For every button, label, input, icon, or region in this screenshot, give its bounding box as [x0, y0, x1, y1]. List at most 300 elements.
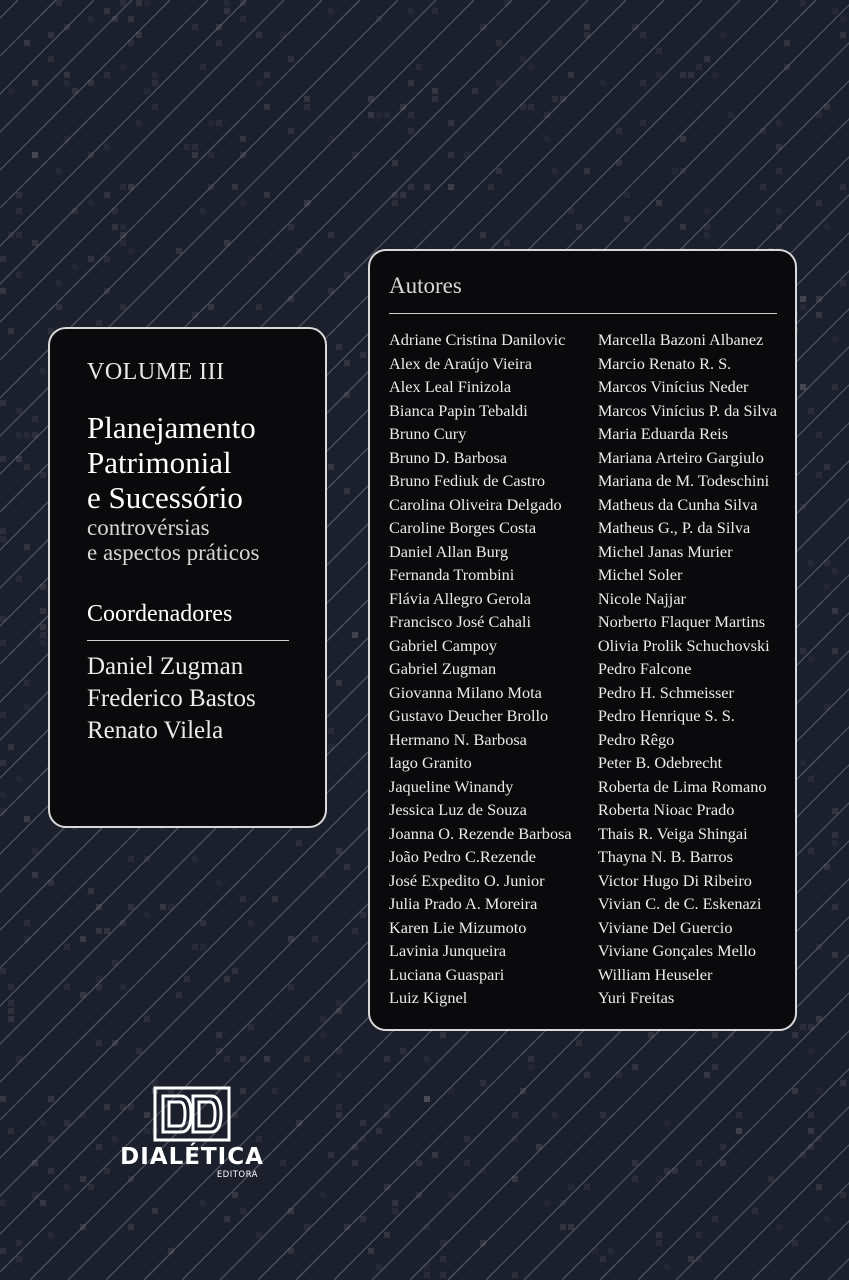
bg-square [488, 184, 494, 190]
bg-square [200, 920, 206, 926]
bg-square [192, 144, 198, 150]
bg-square [448, 152, 454, 158]
bg-square [152, 72, 158, 78]
bg-square [56, 168, 62, 174]
bg-square [720, 32, 726, 38]
authors-column-right [598, 328, 777, 1010]
bg-square [424, 1272, 430, 1278]
author-name: Marcella Bazoni Albanez [597, 330, 764, 349]
bg-square [120, 984, 126, 990]
bg-square [304, 96, 310, 102]
bg-square [48, 1096, 54, 1102]
bg-square [64, 1184, 70, 1190]
bg-square [656, 1232, 662, 1238]
bg-square [800, 384, 806, 390]
author-name: Thais R. Veiga Shingai [597, 823, 748, 843]
title-line: e Sucessório [87, 480, 243, 515]
bg-square [64, 984, 70, 990]
bg-square [0, 400, 6, 406]
bg-square [736, 1112, 742, 1118]
bg-square [384, 1056, 390, 1062]
bg-square [832, 336, 838, 342]
bg-square [224, 8, 230, 14]
bg-square [320, 1032, 326, 1038]
bg-square [320, 1016, 326, 1022]
bg-square [480, 232, 486, 238]
bg-square [376, 112, 382, 118]
bg-square [8, 1016, 14, 1022]
bg-square [584, 24, 590, 30]
bg-square [784, 40, 790, 46]
bg-square [568, 1184, 574, 1190]
bg-square [528, 64, 534, 70]
author-name: Karen Lie Mizumoto [389, 917, 527, 937]
bg-square [512, 1112, 518, 1118]
bg-square [120, 304, 126, 310]
bg-square [616, 128, 622, 134]
book-subtitle [87, 515, 295, 565]
bg-square [552, 96, 558, 102]
title-card [48, 327, 327, 828]
author-name: Daniel Allan Burg [389, 541, 509, 561]
bg-square [80, 936, 86, 942]
bg-square [360, 1120, 366, 1126]
bg-square [656, 1240, 662, 1246]
bg-square [368, 112, 374, 118]
bg-square [696, 64, 702, 70]
bg-square [120, 184, 126, 190]
author-name: Roberta de Lima Romano [597, 776, 767, 796]
bg-square [384, 1232, 390, 1238]
coordinators-list [87, 651, 295, 747]
bg-square [232, 968, 238, 974]
bg-square [432, 96, 438, 102]
bg-square [144, 1016, 150, 1022]
author-name: Yuri Freitas [597, 988, 675, 1007]
bg-square [24, 40, 30, 46]
bg-square [792, 1088, 798, 1094]
bg-square [544, 136, 550, 142]
bg-square [424, 184, 430, 190]
bg-square [712, 1216, 718, 1222]
bg-square [64, 72, 70, 78]
bg-square [248, 1024, 254, 1030]
author-name: Caroline Borges Costa [389, 518, 537, 537]
bg-square [408, 112, 414, 118]
bg-square [112, 224, 118, 230]
bg-square [192, 24, 198, 30]
bg-square [432, 8, 438, 14]
authors-heading: Autores [389, 273, 462, 298]
bg-square [816, 1088, 822, 1094]
author-name: Alex Leal Finizola [389, 377, 512, 396]
author-name: Viviane Gonçales Mello [597, 941, 756, 960]
bg-square [48, 56, 54, 62]
bg-square [416, 1160, 422, 1166]
bg-square [160, 904, 166, 910]
bg-square [568, 72, 574, 78]
bg-square [16, 432, 22, 438]
bg-square [624, 216, 630, 222]
author-name: Olivia Prolik Schuchovski [597, 635, 770, 655]
author-name: Lavinia Junqueira [389, 941, 507, 960]
author-name: Giovanna Milano Mota [389, 682, 542, 702]
bg-square [32, 152, 38, 158]
bg-square [680, 224, 686, 230]
bg-square [0, 1248, 6, 1254]
bg-square [672, 168, 678, 174]
bg-square [808, 776, 814, 782]
bg-square [104, 1168, 110, 1174]
bg-square [128, 16, 134, 22]
bg-square [56, 0, 62, 6]
bg-square [144, 88, 150, 94]
bg-square [288, 984, 294, 990]
bg-square [48, 1136, 54, 1142]
bg-square [8, 88, 14, 94]
bg-square [384, 1104, 390, 1110]
author-name: Gabriel Campoy [389, 635, 498, 655]
bg-square [768, 1176, 774, 1182]
bg-square [480, 1080, 486, 1086]
bg-square [512, 1272, 518, 1278]
publisher-name: DIALÉTICA [120, 1144, 264, 1170]
bg-square [104, 192, 110, 198]
author-name: Thayna N. B. Barros [597, 847, 734, 866]
author-name: Matheus G., P. da Silva [597, 518, 751, 537]
author-name: Jessica Luz de Souza [389, 800, 527, 819]
bg-square [832, 808, 838, 814]
bg-square [704, 232, 710, 238]
bg-square [184, 976, 190, 982]
bg-square [680, 72, 686, 78]
bg-square [832, 608, 838, 614]
bg-square [440, 1256, 446, 1262]
bg-square [816, 472, 822, 478]
bg-square [504, 240, 510, 246]
bg-square [352, 1160, 358, 1166]
bg-square [240, 896, 246, 902]
bg-square [200, 64, 206, 70]
bg-square [792, 1240, 798, 1246]
subtitle-line: e aspectos práticos [87, 540, 260, 565]
bg-square [656, 48, 662, 54]
bg-square [64, 1120, 70, 1126]
bg-square [344, 488, 350, 494]
author-name: José Expedito O. Junior [389, 870, 545, 890]
bg-square [32, 848, 38, 854]
bg-square [16, 208, 22, 214]
bg-square [88, 16, 94, 22]
bg-square [704, 56, 710, 62]
author-name: Bruno D. Barbosa [389, 447, 508, 467]
bg-square [760, 184, 766, 190]
bg-square [448, 120, 454, 126]
bg-square [152, 1208, 158, 1214]
bg-square [304, 104, 310, 110]
bg-square [40, 472, 46, 478]
bg-square [576, 224, 582, 230]
bg-square [288, 128, 294, 134]
bg-square [48, 1232, 54, 1238]
bg-square [360, 912, 366, 918]
bg-square [608, 1248, 614, 1254]
bg-square [336, 1000, 342, 1006]
author-name: Marcos Vinícius P. da Silva [597, 400, 777, 420]
bg-square [8, 1008, 14, 1014]
bg-square [96, 1144, 102, 1150]
bg-square [104, 256, 110, 262]
bg-square [136, 1048, 142, 1054]
bg-square [544, 1200, 550, 1206]
bg-square [120, 224, 126, 230]
bg-square [408, 128, 414, 134]
subtitle-line: controvérsias [87, 515, 210, 540]
bg-square [336, 1072, 342, 1078]
author-name: Michel Soler [597, 565, 683, 584]
bg-square [336, 680, 342, 686]
bg-square [816, 312, 822, 318]
author-name: Iago Granito [389, 753, 472, 772]
author-name: Julia Prado A. Moreira [389, 894, 538, 913]
bg-square [120, 64, 126, 70]
bg-square [584, 1072, 590, 1078]
book-title [87, 410, 295, 515]
bg-square [112, 1136, 118, 1142]
bg-square [104, 1104, 110, 1110]
bg-square [840, 280, 846, 286]
bg-square [32, 80, 38, 86]
bg-square [528, 1056, 534, 1062]
bg-square [224, 1056, 230, 1062]
bg-square [824, 1216, 830, 1222]
bg-square [336, 848, 342, 854]
bg-square [256, 304, 262, 310]
bg-square [840, 32, 846, 38]
bg-square [240, 200, 246, 206]
authors-column-left [389, 328, 598, 1010]
bg-square [520, 56, 526, 62]
bg-square [840, 1080, 846, 1086]
bg-square [48, 1168, 54, 1174]
coordinator-name: Daniel Zugman [87, 653, 244, 680]
bg-square [632, 1064, 638, 1070]
bg-square [296, 840, 302, 846]
bg-square [816, 432, 822, 438]
bg-square [832, 952, 838, 958]
author-name: Peter B. Odebrecht [597, 753, 723, 772]
bg-square [448, 184, 454, 190]
authors-card [368, 249, 797, 1031]
bg-square [808, 1112, 814, 1118]
bg-square [152, 104, 158, 110]
bg-square [632, 1160, 638, 1166]
bg-square [808, 560, 814, 566]
author-name: Maria Eduarda Reis [597, 424, 729, 443]
bg-square [832, 568, 838, 574]
bg-square [224, 1216, 230, 1222]
bg-square [96, 1040, 102, 1046]
bg-square [424, 1096, 430, 1102]
bg-square [24, 680, 30, 686]
author-name: Luiz Kignel [389, 988, 468, 1007]
bg-square [40, 1120, 46, 1126]
bg-square [496, 40, 502, 46]
bg-square [152, 80, 158, 86]
bg-square [264, 72, 270, 78]
bg-square [368, 1248, 374, 1254]
bg-square [824, 584, 830, 590]
bg-square [72, 264, 78, 270]
coordinator-name: Frederico Bastos [87, 685, 256, 712]
author-name: Pedro H. Schmeisser [597, 682, 734, 702]
bg-square [256, 80, 262, 86]
bg-square [32, 872, 38, 878]
bg-square [16, 192, 22, 198]
bg-square [528, 104, 534, 110]
bg-square [32, 416, 38, 422]
bg-square [96, 320, 102, 326]
bg-square [16, 776, 22, 782]
bg-square [584, 1184, 590, 1190]
bg-square [776, 208, 782, 214]
bg-square [840, 16, 846, 22]
bg-square [584, 168, 590, 174]
bg-square [664, 1264, 670, 1270]
bg-square [32, 240, 38, 246]
bg-square [16, 232, 22, 238]
bg-square [184, 144, 190, 150]
bg-square [0, 712, 6, 718]
bg-square [176, 992, 182, 998]
bg-square [808, 408, 814, 414]
bg-square [712, 1032, 718, 1038]
bg-square [328, 1152, 334, 1158]
bg-square [8, 1000, 14, 1006]
bg-square [88, 256, 94, 262]
bg-square [128, 1224, 134, 1230]
bg-square [208, 120, 214, 126]
bg-square [104, 928, 110, 934]
bg-square [264, 192, 270, 198]
bg-square [360, 352, 366, 358]
bg-square [40, 608, 46, 614]
bg-square [0, 792, 6, 798]
bg-square [64, 944, 70, 950]
bg-square [40, 624, 46, 630]
author-name: Bruno Cury [389, 424, 467, 443]
bg-square [408, 8, 414, 14]
bg-square [216, 120, 222, 126]
bg-square [216, 40, 222, 46]
bg-square [776, 168, 782, 174]
bg-square [40, 368, 46, 374]
bg-square [128, 904, 134, 910]
bg-square [24, 816, 30, 822]
bg-square [344, 360, 350, 366]
bg-square [800, 1024, 806, 1030]
bg-square [624, 192, 630, 198]
bg-square [680, 136, 686, 142]
bg-square [840, 1192, 846, 1198]
bg-square [832, 384, 838, 390]
bg-square [88, 888, 94, 894]
bg-square [552, 1112, 558, 1118]
bg-square [440, 1032, 446, 1038]
bg-square [248, 920, 254, 926]
bg-square [8, 328, 14, 334]
bg-square [408, 184, 414, 190]
bg-square [632, 1176, 638, 1182]
bg-square [176, 248, 182, 254]
author-name: Marcio Renato R. S. [597, 353, 732, 373]
bg-square [288, 56, 294, 62]
bg-square [800, 296, 806, 302]
dialetica-logo-icon [153, 1086, 231, 1142]
bg-square [728, 112, 734, 118]
bg-square [136, 0, 142, 6]
title-line: Planejamento [87, 410, 256, 445]
author-name: Bruno Fediuk de Castro [389, 471, 546, 490]
authors-list [389, 328, 777, 1010]
bg-square [328, 8, 334, 14]
bg-square [104, 72, 110, 78]
bg-square [64, 80, 70, 86]
bg-square [776, 120, 782, 126]
bg-square [0, 456, 6, 462]
bg-square [40, 640, 46, 646]
bg-square [24, 432, 30, 438]
bg-square [640, 32, 646, 38]
bg-square [256, 1232, 262, 1238]
bg-square [320, 1192, 326, 1198]
bg-square [240, 136, 246, 142]
bg-square [24, 544, 30, 550]
bg-square [304, 1056, 310, 1062]
bg-square [808, 1048, 814, 1054]
bg-square [808, 848, 814, 854]
bg-square [0, 760, 6, 766]
bg-square [240, 1208, 246, 1214]
bg-square [48, 32, 54, 38]
author-name: Carolina Oliveira Delgado [389, 494, 562, 514]
bg-square [392, 160, 398, 166]
bg-square [280, 1160, 286, 1166]
author-name: Bianca Papin Tebaldi [389, 400, 528, 420]
bg-square [56, 280, 62, 286]
bg-square [256, 32, 262, 38]
bg-square [696, 1160, 702, 1166]
bg-square [24, 464, 30, 470]
bg-square [600, 1112, 606, 1118]
bg-square [40, 1200, 46, 1206]
bg-square [376, 1128, 382, 1134]
author-name: Norberto Flaquer Martins [597, 612, 766, 631]
bg-square [192, 152, 198, 158]
author-name: Luciana Guaspari [389, 964, 505, 984]
bg-square [224, 0, 230, 6]
bg-square [496, 168, 502, 174]
bg-square [136, 120, 142, 126]
bg-square [392, 200, 398, 206]
bg-square [832, 8, 838, 14]
bg-square [344, 864, 350, 870]
bg-square [0, 640, 6, 646]
bg-square [120, 240, 126, 246]
bg-square [192, 856, 198, 862]
bg-square [600, 80, 606, 86]
bg-square [240, 16, 246, 22]
